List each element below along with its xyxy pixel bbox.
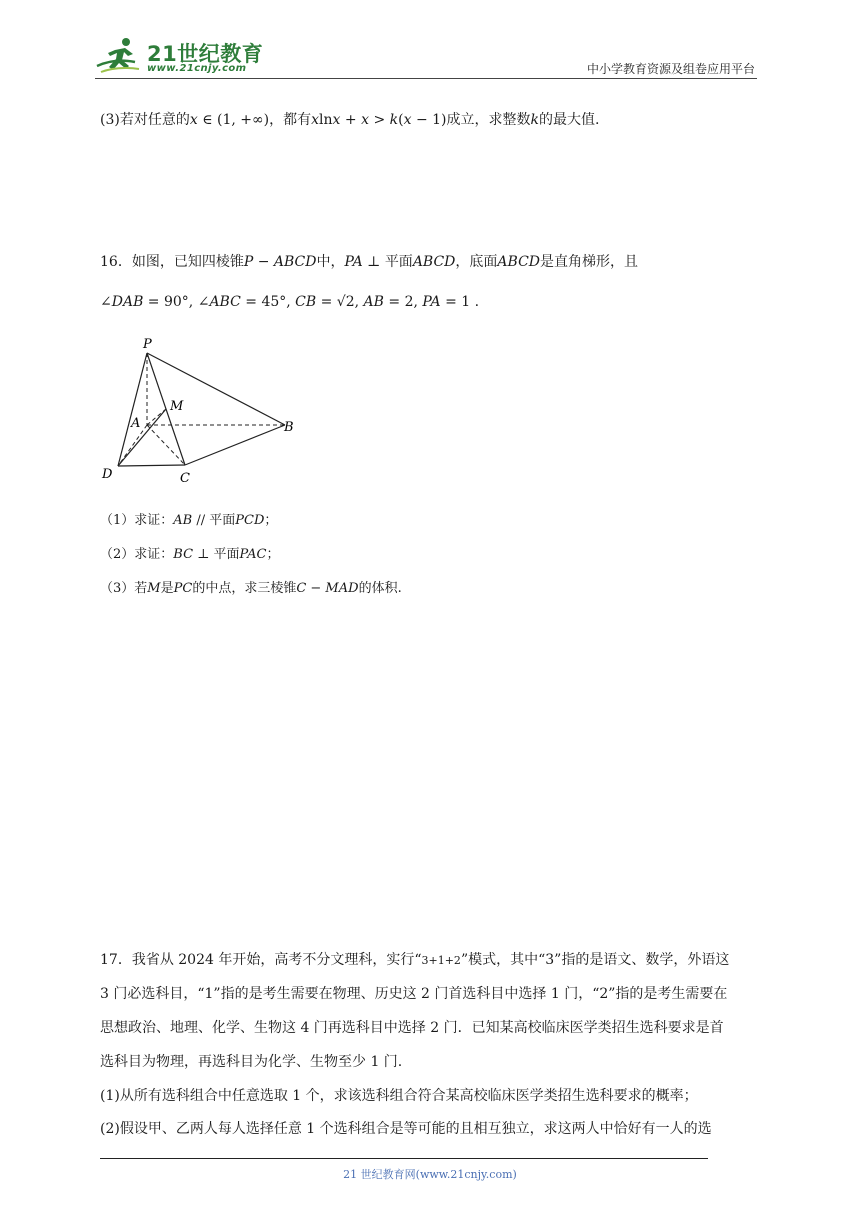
label-C: C bbox=[180, 471, 190, 486]
logo-url: www.21cnjy.com bbox=[147, 63, 247, 74]
q17-stem-line4: 选科目为物理，再选科目为化学、生物至少 1 门. bbox=[100, 1054, 403, 1070]
q16-stem-line1: 16．如图，已知四棱锥P − ABCD中，PA ⊥ 平面ABCD，底面ABCD是直角梯形，且 bbox=[100, 254, 639, 270]
site-logo bbox=[95, 36, 265, 76]
header-platform-text: 中小学教育资源及组卷应用平台 bbox=[586, 62, 755, 76]
q17-part1: (1)从所有选科组合中任意选取 1 个，求该选科组合符合某高校临床医学类招生选科要求的概率； bbox=[100, 1088, 698, 1104]
edge-DC bbox=[118, 465, 185, 466]
pyramid-figure bbox=[100, 335, 300, 490]
edge-AD bbox=[118, 425, 147, 466]
edge-CB bbox=[185, 425, 285, 465]
label-A: A bbox=[131, 416, 141, 431]
q16-stem-line2: ∠DAB = 90°, ∠ABC = 45°, CB = √2, AB = 2, PA = 1 . bbox=[100, 294, 480, 310]
page-header bbox=[95, 30, 755, 78]
q17-stem-line1: 17．我省从 2024 年开始，高考不分文理科，实行“3+1+2”模式，其中“3”指的是语文、数学，外语这 bbox=[100, 952, 730, 968]
q17-stem-line3: 思想政治、地理、化学、生物这 4 门再选科目中选择 2 门．已知某高校临床医学类招生选科要求是首 bbox=[100, 1020, 724, 1036]
footer-divider bbox=[100, 1158, 708, 1159]
edge-AM bbox=[147, 409, 166, 425]
q15-part3: (3)若对任意的x ∈ (1, +∞)，都有xlnx + x > k(x − 1)成立，求整数k的最大值. bbox=[100, 112, 600, 128]
q16-part2: （2）求证：BC ⊥ 平面PAC； bbox=[100, 547, 280, 562]
label-M: M bbox=[170, 399, 184, 414]
q16-part1: （1）求证：AB // 平面PCD； bbox=[100, 513, 278, 528]
header-divider bbox=[95, 78, 757, 79]
q16-part3: （3）若M是PC的中点，求三棱锥C − MAD的体积. bbox=[100, 581, 402, 596]
edge-AC bbox=[147, 425, 185, 465]
label-B: B bbox=[284, 420, 294, 435]
q17-part2: (2)假设甲、乙两人每人选择任意 1 个选科组合是等可能的且相互独立，求这两人中恰好有一人的选 bbox=[100, 1121, 712, 1137]
label-P: P bbox=[143, 337, 152, 352]
footer-text: 21 世纪教育网(www.21cnjy.com) bbox=[343, 1168, 517, 1181]
logo-title: 21世纪教育 bbox=[147, 42, 264, 66]
runner-logo-icon bbox=[95, 36, 145, 76]
q17-stem-line2: 3 门必选科目，“1”指的是考生需要在物理、历史这 2 门首选科目中选择 1 门，“2”指的是考生需要在 bbox=[100, 986, 728, 1002]
label-D: D bbox=[102, 467, 113, 482]
